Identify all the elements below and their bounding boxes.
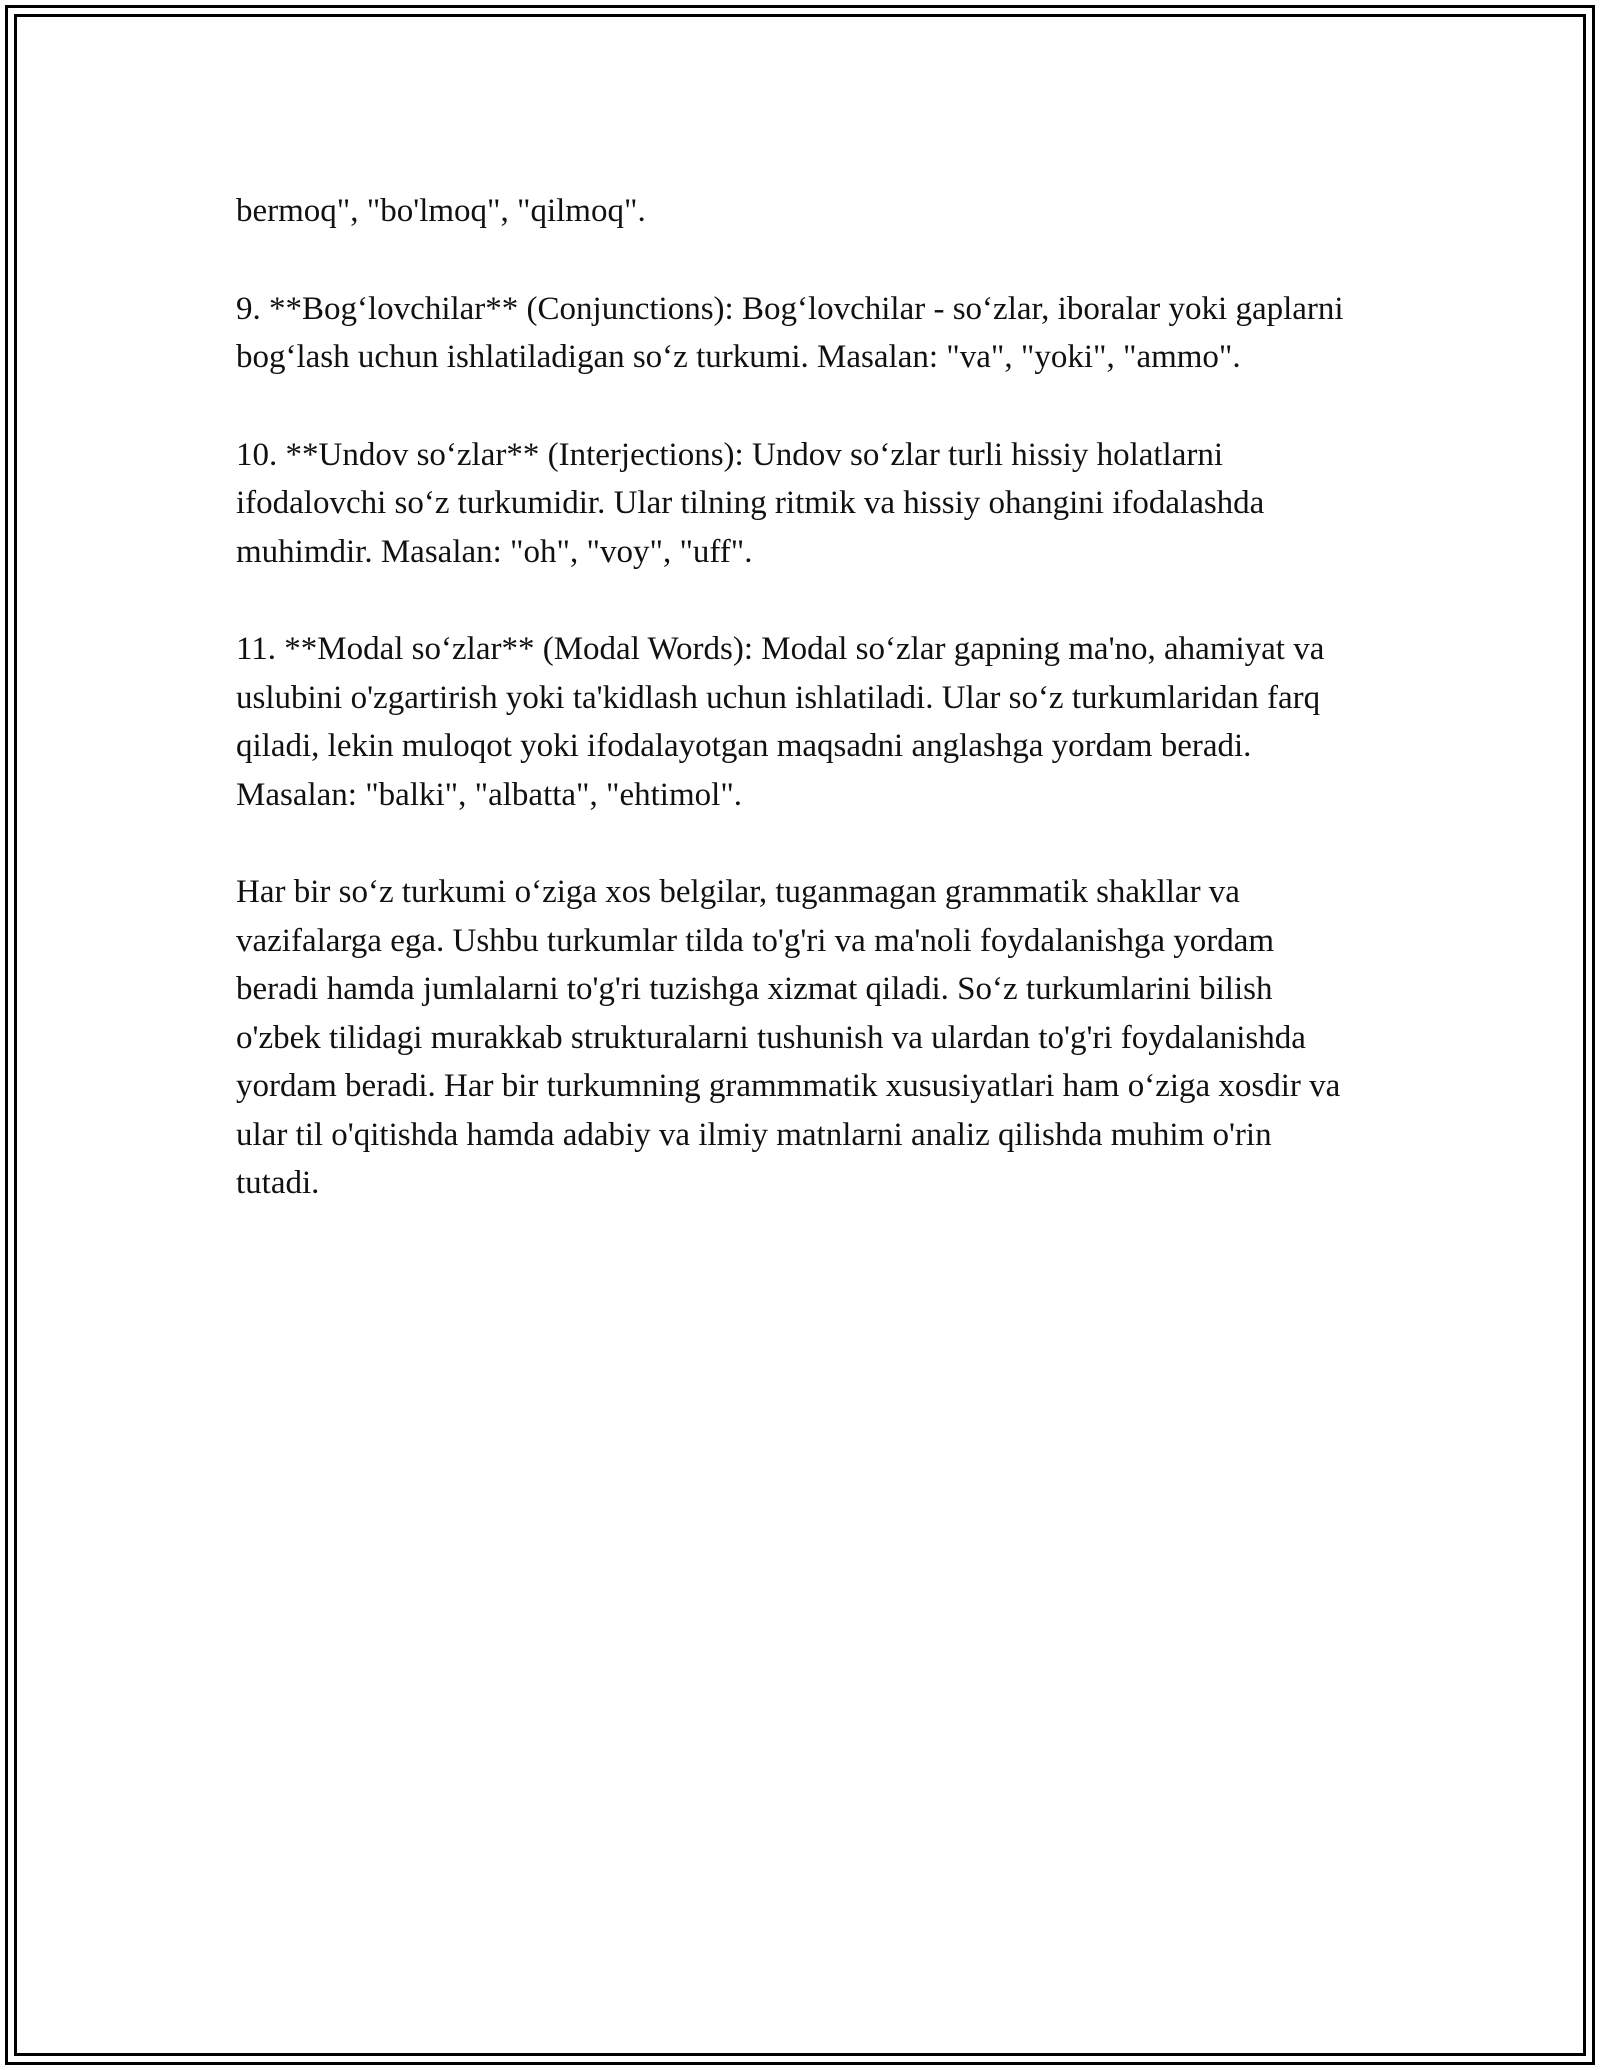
paragraph-modal-words: 11. **Modal soʻzlar** (Modal Words): Modal soʻzlar gapning ma'no, ahamiyat va uslubini o'zgartirish yoki ta'kidlash uchun ishlatiladi. Ular soʻz turkumlaridan farq qiladi, lekin muloqot yoki ifodalayotgan maqsadni anglashga yordam beradi. Masalan: "balki", "albatta", "ehtimol". [236, 631, 1325, 813]
paragraph-continuation: bermoq", "bo'lmoq", "qilmoq". [236, 193, 646, 229]
paragraph-conclusion: Har bir soʻz turkumi oʻziga xos belgilar, tuganmagan grammatik shakllar va vazifalarga ega. Ushbu turkumlar tilda to'g'ri va ma'noli foydalanishga yordam beradi hamda jumlalarni to'g'ri tuzishga xizmat qiladi. Soʻz turkumlarini bilish o'zbek tilidagi murakkab strukturalarni tushunish va ulardan to'g'ri foydalanishda yordam beradi. Har bir turkumning grammmatik xususiyatlari ham oʻziga xosdir va ular til o'qitishda hamda adabiy va ilmiy matnlarni analiz qilishda muhim o'rin tutadi. [236, 874, 1341, 1201]
paragraph-interjections: 10. **Undov soʻzlar** (Interjections): Undov soʻzlar turli hissiy holatlarni ifodalovchi soʻz turkumidir. Ular tilning ritmik va hissiy ohangini ifodalashda muhimdir. Masalan: "oh", "voy", "uff". [236, 436, 1265, 570]
paragraph-conjunctions: 9. **Bogʻlovchilar** (Conjunctions): Bogʻlovchilar - soʻzlar, iboralar yoki gaplarni bogʻlash uchun ishlatiladigan soʻz turkumi. Masalan: "va", "yoki", "ammo". [236, 290, 1344, 375]
document-body [236, 187, 1360, 1257]
